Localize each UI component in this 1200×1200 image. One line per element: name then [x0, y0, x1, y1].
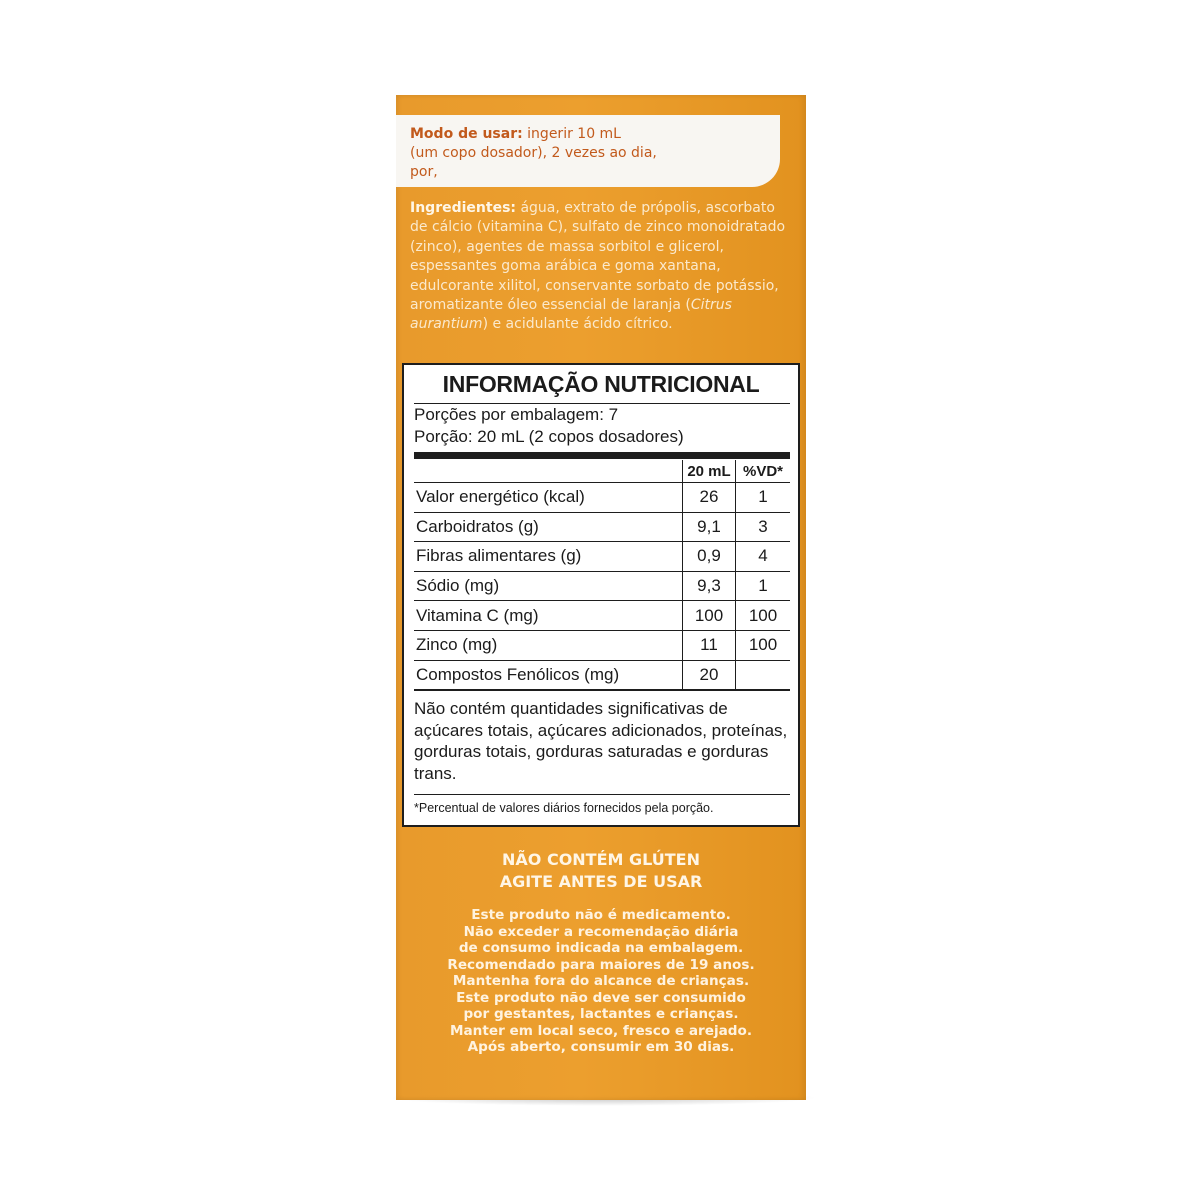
table-row: [414, 601, 790, 631]
table-row: [414, 512, 790, 542]
shake-notice: AGITE ANTES DE USAR: [499, 872, 703, 891]
nutrient-name: Sódio (mg): [414, 571, 683, 601]
nutrition-note: Não contém quantidades significativas de açúcares totais, açúcares adicionados, proteínas, gorduras totais, gorduras saturadas e gorduras trans.: [414, 699, 788, 783]
usage-label: Modo de usar:: [410, 126, 523, 142]
warning-line: por gestantes, lactantes e crianças.: [463, 1006, 739, 1022]
nutrition-table: [414, 460, 790, 691]
table-row: [414, 660, 790, 690]
ingredients-body: água, extrato de própolis, ascorbato de cálcio (vitamina C), sulfato de zinco monoidratado (zinco), agentes de massa sorbitol e glicerol, espessantes goma arábica e goma xantana, edulcorante xilitol, conservante sorbato de potássio, aromatizante óleo essencial de laranja (: [410, 200, 786, 314]
nutrient-amount: 20: [683, 660, 736, 690]
ingredients-label: Ingredientes:: [410, 200, 516, 216]
nutrient-dv: 1: [736, 571, 791, 601]
table-header-row: [414, 460, 790, 483]
warning-text: [396, 907, 806, 1056]
usage-line-1: [410, 125, 770, 144]
table-row: [414, 542, 790, 572]
nutrition-facts-panel: [402, 363, 800, 827]
nutrient-name: Compostos Fenólicos (mg): [414, 660, 683, 690]
warning-line: Este produto não é medicamento.: [471, 907, 731, 923]
table-row: [414, 571, 790, 601]
product-box-side: [396, 95, 806, 1100]
table-row: [414, 630, 790, 660]
warning-line: Manter em local seco, fresco e arejado.: [449, 1022, 753, 1039]
usage-line-3: por,: [410, 164, 438, 180]
table-header-blank: [414, 460, 683, 483]
ingredients-text: [410, 199, 794, 335]
nutrient-dv: [736, 660, 791, 690]
warning-line: Após aberto, consumir em 30 dias.: [467, 1039, 735, 1055]
nutrient-amount: 100: [683, 601, 736, 631]
divider: [414, 403, 790, 404]
table-header-amount: 20 mL: [683, 460, 736, 483]
ingredients-scientific-name: Citrus aurantium: [410, 297, 732, 333]
nutrient-name: Valor energético (kcal): [414, 483, 683, 513]
ingredients-end: ) e acidulante ácido cítrico.: [482, 316, 673, 333]
warning-line: Recomendado para maiores de 19 anos.: [447, 956, 755, 973]
table-header-dv: %VD*: [736, 460, 791, 483]
nutrient-amount: 9,3: [683, 571, 736, 601]
nutrition-footnote: *Percentual de valores diários fornecidos pela porção.: [414, 801, 714, 815]
nutrition-table-body: [414, 483, 790, 691]
nutrition-title: INFORMAÇÃO NUTRICIONAL: [442, 371, 760, 397]
divider: [414, 794, 790, 795]
nutrient-amount: 9,1: [683, 512, 736, 542]
nutrient-dv: 100: [736, 601, 791, 631]
servings-per-package: Porções por embalagem: 7: [414, 405, 619, 424]
nutrient-name: Vitamina C (mg): [414, 601, 683, 631]
warning-headlines: [396, 849, 806, 893]
nutrient-dv: 4: [736, 542, 791, 572]
usage-panel: [396, 115, 780, 187]
nutrient-dv: 100: [736, 630, 791, 660]
nutrient-dv: 1: [736, 483, 791, 513]
table-row: [414, 483, 790, 513]
usage-text-1: ingerir 10 mL: [522, 126, 621, 142]
warning-line: Este produto não deve ser consumido: [456, 989, 746, 1006]
nutrient-name: Fibras alimentares (g): [414, 542, 683, 572]
nutrient-amount: 11: [683, 630, 736, 660]
nutrient-name: Zinco (mg): [414, 630, 683, 660]
usage-line-2: (um copo dosador), 2 vezes ao dia,: [410, 145, 657, 161]
warning-line: Mantenha fora do alcance de crianças.: [452, 973, 750, 989]
nutrient-name: Carboidratos (g): [414, 512, 683, 542]
nutrient-dv: 3: [736, 512, 791, 542]
thick-divider: [414, 452, 790, 459]
nutrient-amount: 0,9: [683, 542, 736, 572]
gluten-free-notice: NÃO CONTÉM GLÚTEN: [502, 850, 700, 869]
serving-size: Porção: 20 mL (2 copos dosadores): [414, 427, 684, 446]
warning-line: de consumo indicada na embalagem.: [458, 940, 744, 956]
warning-line: Não exceder a recomendação diária: [463, 923, 739, 940]
nutrient-amount: 26: [683, 483, 736, 513]
